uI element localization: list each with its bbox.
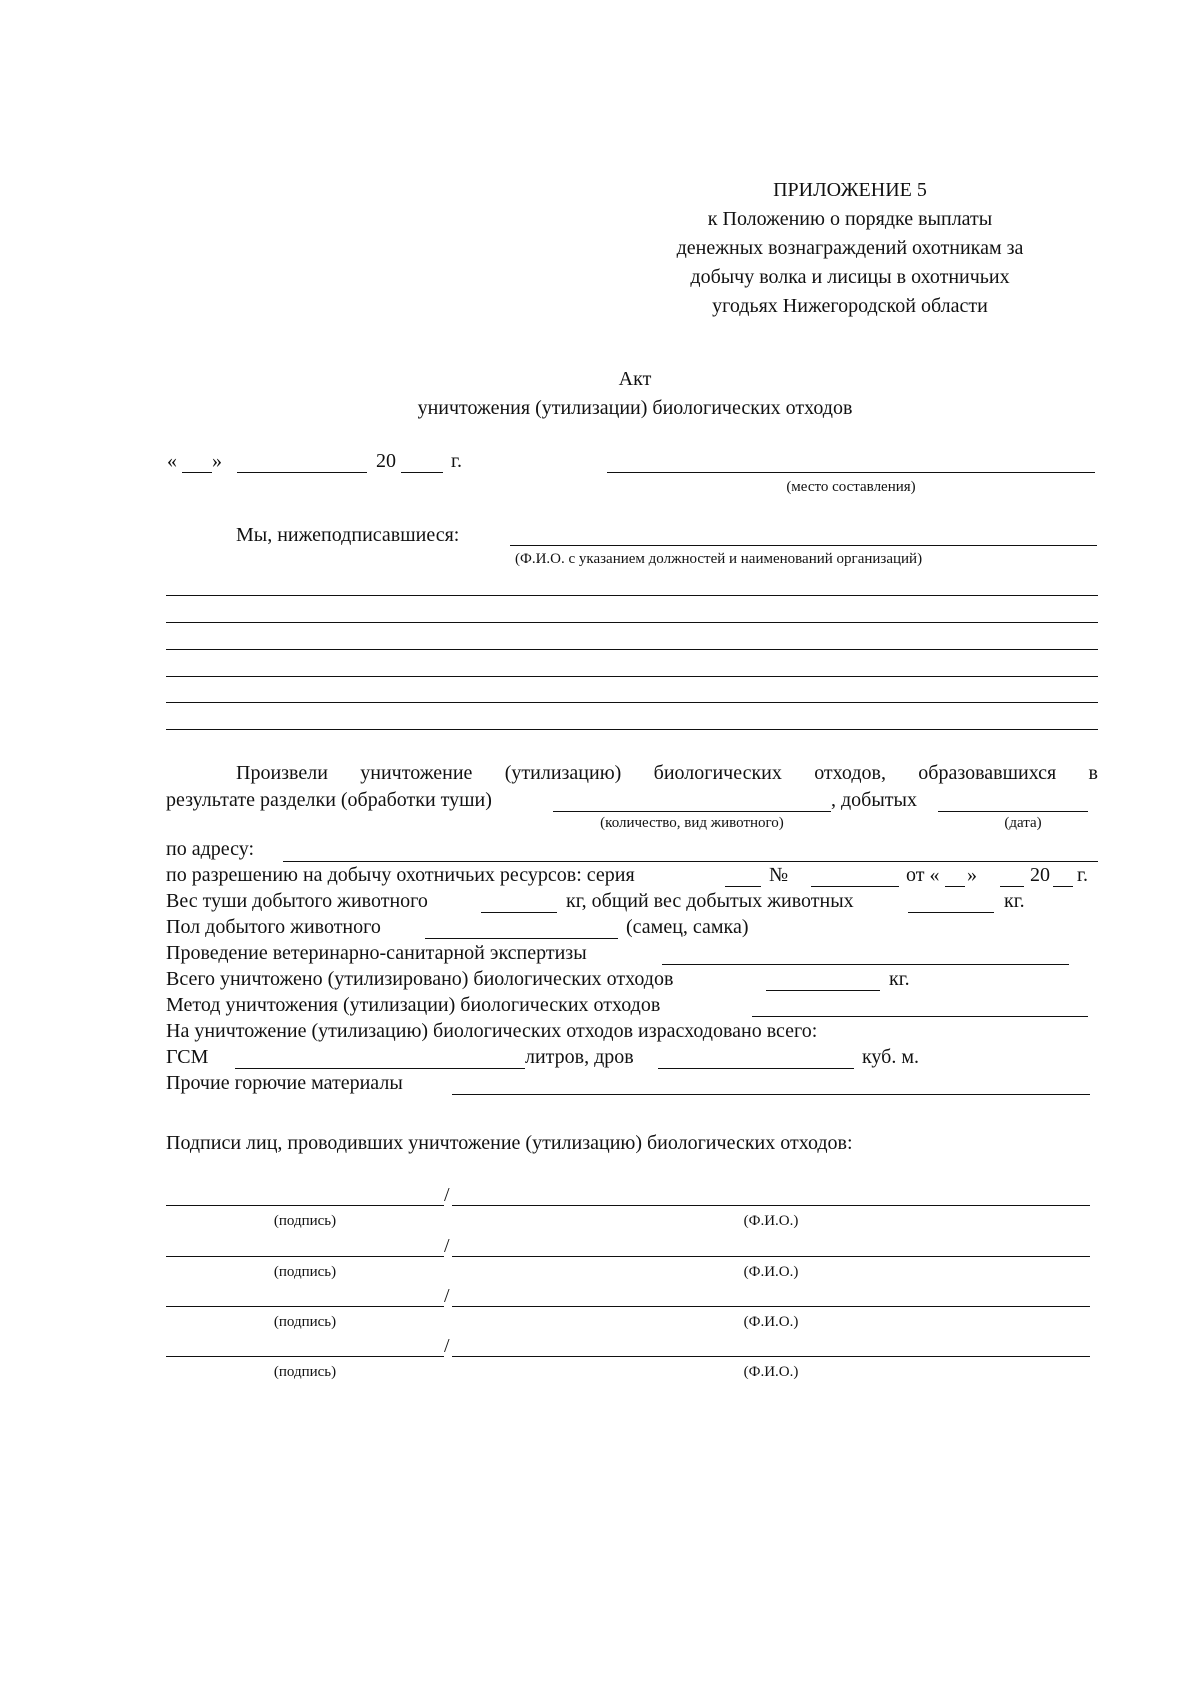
appendix-title: ПРИЛОЖЕНИЕ 5 [773,179,927,201]
signature-line[interactable] [166,1356,444,1357]
firewood-unit: куб. м. [862,1046,920,1068]
name-line[interactable] [452,1205,1090,1206]
other-materials-label: Прочие горючие материалы [166,1072,403,1094]
signature-caption: (подпись) [273,1264,337,1280]
name-line[interactable] [452,1306,1090,1307]
body-paragraph-line1: Произвели уничтожение (утилизацию) биологических отходов, образовавшихся в [236,762,1098,784]
slash-separator: / [444,1235,450,1257]
signature-caption: (подпись) [273,1364,337,1380]
signature-caption: (подпись) [273,1314,337,1330]
name-line[interactable] [452,1356,1090,1357]
date-close-quote: » [212,450,222,472]
appendix-line: к Положению о порядке выплаты [707,208,993,230]
slash-separator: / [444,1335,450,1357]
permit-label: по разрешению на добычу охотничьих ресурсов: серия [166,864,635,886]
permit-number-line[interactable] [811,886,899,887]
permit-year-prefix: 20 [1030,864,1050,886]
signers-extra-line[interactable] [166,676,1098,677]
sex-line[interactable] [425,938,618,939]
quantity-caption: (количество, вид животного) [600,815,784,831]
date-year-line[interactable] [401,472,443,473]
name-caption: (Ф.И.О.) [743,1364,799,1380]
processing-label: результате разделки (обработки туши) [166,789,492,811]
signers-caption: (Ф.И.О. с указанием должностей и наименований организаций) [515,551,923,567]
permit-year-suffix: г. [1077,864,1088,886]
act-subtitle: уничтожения (утилизации) биологических отходов [417,397,853,419]
carcass-weight-line[interactable] [481,912,557,913]
act-title: Акт [618,368,652,390]
signers-extra-line[interactable] [166,729,1098,730]
total-weight-unit: кг. [1004,890,1025,912]
sex-label: Пол добытого животного [166,916,381,938]
firewood-line[interactable] [658,1068,854,1069]
name-line[interactable] [452,1256,1090,1257]
slash-separator: / [444,1184,450,1206]
permit-from-label: от « [906,864,940,886]
appendix-line: угодьях Нижегородской области [712,295,988,317]
signatures-heading: Подписи лиц, проводивших уничтожение (утилизацию) биологических отходов: [166,1132,853,1154]
signature-line[interactable] [166,1205,444,1206]
signature-line[interactable] [166,1256,444,1257]
permit-year-line[interactable] [1053,886,1073,887]
date-month-line[interactable] [237,472,367,473]
name-caption: (Ф.И.О.) [743,1264,799,1280]
total-weight-label: кг, общий вес добытых животных [566,890,854,912]
gsm-label: ГСМ [166,1046,209,1068]
permit-series-line[interactable] [725,886,761,887]
method-line[interactable] [752,1016,1088,1017]
signers-line[interactable] [510,545,1097,546]
total-weight-line[interactable] [908,912,994,913]
permit-day-line[interactable] [945,886,965,887]
total-destroyed-unit: кг. [889,968,910,990]
spent-label: На уничтожение (утилизацию) биологических отходов израсходовано всего: [166,1020,818,1042]
place-caption: (место составления) [786,479,916,495]
obtained-date-line[interactable] [938,811,1088,812]
date-year-suffix: г. [451,450,462,472]
weight-label: Вес туши добытого животного [166,890,428,912]
date-caption: (дата) [1004,815,1042,831]
obtained-label: , добытых [831,789,917,811]
signers-extra-line[interactable] [166,622,1098,623]
method-label: Метод уничтожения (утилизации) биологических отходов [166,994,661,1016]
signature-line[interactable] [166,1306,444,1307]
date-year-prefix: 20 [376,450,396,472]
vet-line[interactable] [662,964,1069,965]
total-destroyed-line[interactable] [766,990,880,991]
other-materials-line[interactable] [452,1094,1090,1095]
permit-close-quote: » [967,864,977,886]
total-destroyed-label: Всего уничтожено (утилизировано) биологических отходов [166,968,674,990]
address-line[interactable] [283,861,1098,862]
name-caption: (Ф.И.О.) [743,1213,799,1229]
permit-month-line[interactable] [1000,886,1024,887]
address-label: по адресу: [166,838,255,860]
signature-caption: (подпись) [273,1213,337,1229]
place-line[interactable] [607,472,1095,473]
gsm-line[interactable] [235,1068,525,1069]
firewood-label: литров, дров [525,1046,634,1068]
name-caption: (Ф.И.О.) [743,1314,799,1330]
signers-extra-line[interactable] [166,595,1098,596]
sex-options: (самец, самка) [626,916,749,938]
signers-label: Мы, нижеподписавшиеся: [236,524,460,546]
appendix-line: добычу волка и лисицы в охотничьих [690,266,1010,288]
appendix-line: денежных вознаграждений охотникам за [676,237,1024,259]
appendix-block [640,176,1060,321]
signers-extra-line[interactable] [166,649,1098,650]
date-day-line[interactable] [182,472,212,473]
date-open-quote: « [167,450,177,472]
quantity-line[interactable] [553,811,831,812]
slash-separator: / [444,1285,450,1307]
permit-number-sign: № [769,864,789,886]
signers-extra-line[interactable] [166,702,1098,703]
vet-label: Проведение ветеринарно-санитарной экспертизы [166,942,587,964]
